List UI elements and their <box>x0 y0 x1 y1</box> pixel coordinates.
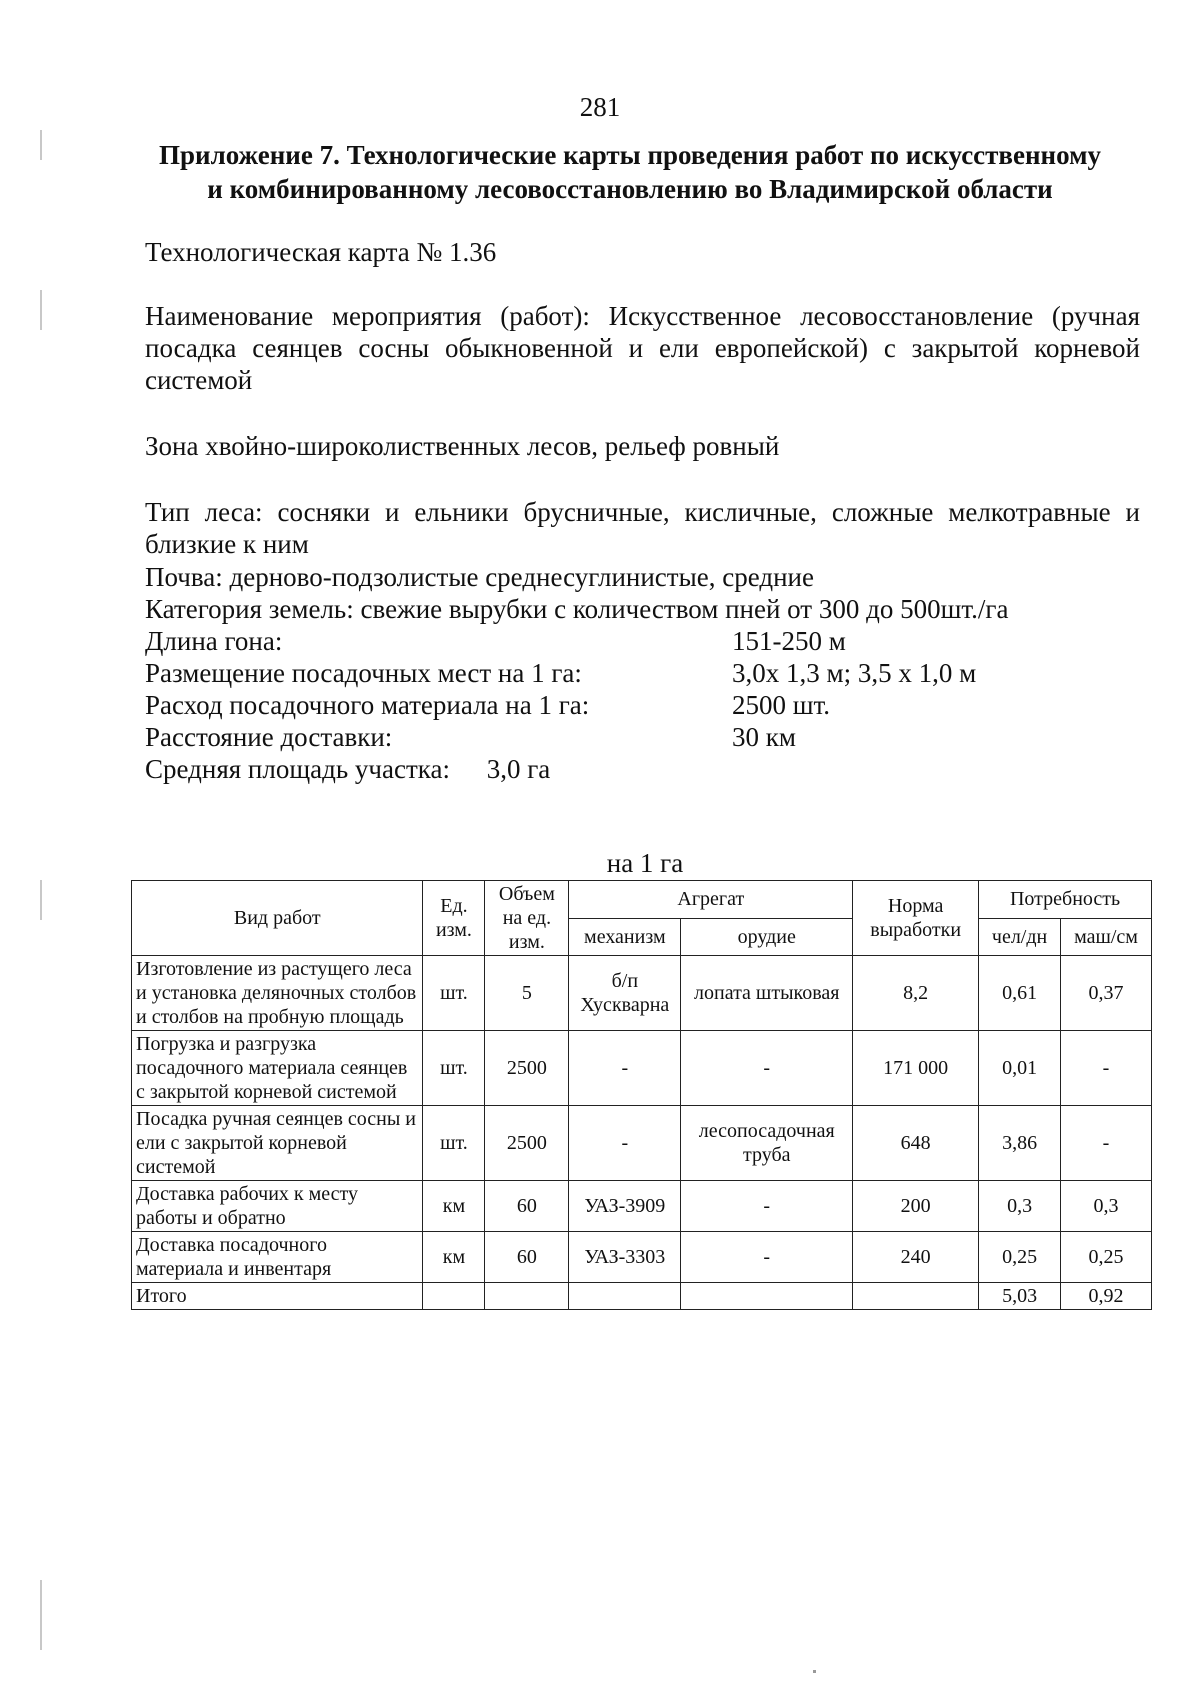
param-value: 3,0х 1,3 м; 3,5 х 1,0 м <box>732 658 977 688</box>
header-man-days: чел/дн <box>979 918 1061 956</box>
cell-norm: 8,2 <box>853 956 979 1031</box>
cell-volume: 2500 <box>485 1031 569 1106</box>
cell-empty <box>853 1283 979 1310</box>
scan-artifact <box>40 880 42 920</box>
cell-unit: шт. <box>423 1106 485 1181</box>
cell-work: Погрузка и разгрузка посадочного материала сеянцев с закрытой корневой системой <box>132 1031 423 1106</box>
cell-norm: 171 000 <box>853 1031 979 1106</box>
cell-unit: км <box>423 1232 485 1283</box>
header-volume: Объем на ед. изм. <box>485 881 569 956</box>
cell-mechanism: - <box>569 1106 681 1181</box>
cell-tool: лесопосадочная труба <box>681 1106 853 1181</box>
cell-machine-shifts: - <box>1061 1106 1152 1181</box>
header-need: Потребность <box>979 881 1152 919</box>
param-row <box>145 721 796 753</box>
cell-unit: шт. <box>423 956 485 1031</box>
table-row <box>132 956 1152 1031</box>
cell-empty <box>423 1283 485 1310</box>
activity-name: Наименование мероприятия (работ): Искусственное лесовосстановление (ручная посадка сеянцев сосны обыкновенной и ели европейской) с закрытой корневой системой <box>145 301 1140 395</box>
cell-norm: 648 <box>853 1106 979 1181</box>
card-number: Технологическая карта № 1.36 <box>145 237 497 267</box>
param-label: Размещение посадочных мест на 1 га: <box>145 658 582 688</box>
cell-empty <box>569 1283 681 1310</box>
header-mechanism: механизм <box>569 918 681 956</box>
cell-man-days: 0,61 <box>979 956 1061 1031</box>
land-category: Категория земель: свежие вырубки с количеством пней от 300 до 500шт./га <box>145 594 1009 624</box>
cell-machine-shifts: 0,25 <box>1061 1232 1152 1283</box>
cell-norm: 240 <box>853 1232 979 1283</box>
cell-man-days: 3,86 <box>979 1106 1061 1181</box>
cell-mechanism: УАЗ-3909 <box>569 1181 681 1232</box>
cell-volume: 60 <box>485 1232 569 1283</box>
param-value: 2500 шт. <box>732 690 831 720</box>
table-row <box>132 1232 1152 1283</box>
avg-area-row <box>145 753 550 785</box>
cell-norm: 200 <box>853 1181 979 1232</box>
header-unit: Ед. изм. <box>423 881 485 956</box>
cell-empty <box>681 1283 853 1310</box>
cell-work: Посадка ручная сеянцев сосны и ели с закрытой корневой системой <box>132 1106 423 1181</box>
avg-area-label: Средняя площадь участка: <box>145 754 450 784</box>
param-value: 30 км <box>732 722 796 752</box>
avg-area-value: 3,0 га <box>486 754 551 784</box>
soil-info: Почва: дерново-подзолистые среднесуглинистые, средние <box>145 562 814 592</box>
cell-mechanism: УАЗ-3303 <box>569 1232 681 1283</box>
page-number: 281 <box>579 92 621 122</box>
scan-artifact <box>813 1670 816 1673</box>
cell-tool: - <box>681 1181 853 1232</box>
header-norm: Норма выработки <box>853 881 979 956</box>
param-row <box>145 689 831 721</box>
zone-info: Зона хвойно-широколиственных лесов, рельеф ровный <box>145 431 780 461</box>
cell-unit: км <box>423 1181 485 1232</box>
cell-man-days: 0,3 <box>979 1181 1061 1232</box>
cell-work: Доставка рабочих к месту работы и обратно <box>132 1181 423 1232</box>
cell-tool: лопата штыковая <box>681 956 853 1031</box>
cell-work: Изготовление из растущего леса и установка деляночных столбов и столбов на пробную площадь <box>132 956 423 1031</box>
scan-artifact <box>40 290 42 330</box>
cell-volume: 60 <box>485 1181 569 1232</box>
param-label: Расстояние доставки: <box>145 722 393 752</box>
heading-line-2: и комбинированному лесовосстановлению во Владимирской области <box>207 174 1053 204</box>
page-heading <box>130 138 1130 206</box>
param-row <box>145 625 846 657</box>
table-header-row <box>132 881 1152 919</box>
cell-machine-shifts: - <box>1061 1031 1152 1106</box>
forest-type: Тип леса: сосняки и ельники брусничные, кисличные, сложные мелкотравные и близкие к ним <box>145 497 1140 559</box>
cell-volume: 2500 <box>485 1106 569 1181</box>
cell-tool: - <box>681 1232 853 1283</box>
table-caption: на 1 га <box>606 848 684 878</box>
header-machine-shifts: маш/см <box>1061 918 1152 956</box>
param-label: Расход посадочного материала на 1 га: <box>145 690 590 720</box>
work-table <box>131 880 1152 1310</box>
cell-unit: шт. <box>423 1031 485 1106</box>
cell-machine-shifts: 0,3 <box>1061 1181 1152 1232</box>
scan-artifact <box>40 1580 42 1650</box>
cell-mechanism: - <box>569 1031 681 1106</box>
cell-tool: - <box>681 1031 853 1106</box>
table-row <box>132 1181 1152 1232</box>
cell-total-machine-shifts: 0,92 <box>1061 1283 1152 1310</box>
cell-empty <box>485 1283 569 1310</box>
cell-man-days: 0,01 <box>979 1031 1061 1106</box>
cell-machine-shifts: 0,37 <box>1061 956 1152 1031</box>
cell-work: Доставка посадочного материала и инвентаря <box>132 1232 423 1283</box>
scan-artifact <box>40 130 42 160</box>
heading-line-1: Приложение 7. Технологические карты проведения работ по искусственному <box>159 140 1101 170</box>
header-work-type: Вид работ <box>132 881 423 956</box>
cell-man-days: 0,25 <box>979 1232 1061 1283</box>
header-tool: орудие <box>681 918 853 956</box>
table-row <box>132 1106 1152 1181</box>
param-value: 151-250 м <box>732 626 846 656</box>
table-row <box>132 1031 1152 1106</box>
cell-total-label: Итого <box>132 1283 423 1310</box>
param-label: Длина гона: <box>145 626 283 656</box>
header-aggregate: Агрегат <box>569 881 853 919</box>
param-row <box>145 657 977 689</box>
cell-volume: 5 <box>485 956 569 1031</box>
cell-total-man-days: 5,03 <box>979 1283 1061 1310</box>
cell-mechanism: б/п Хускварна <box>569 956 681 1031</box>
table-total-row <box>132 1283 1152 1310</box>
